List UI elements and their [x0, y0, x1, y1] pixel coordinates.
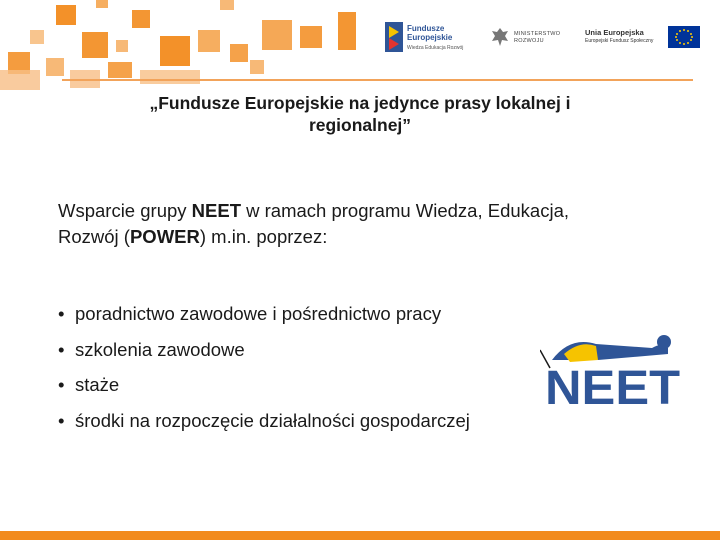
bottom-accent-bar: [0, 531, 720, 540]
fe-line1: Fundusze: [407, 24, 445, 33]
bullet-dot: •: [58, 338, 65, 360]
fe-logo: [385, 18, 475, 60]
logo-bar: [385, 18, 700, 60]
list-item: [58, 367, 558, 403]
list-item: [58, 296, 558, 332]
list-item-text: staże: [75, 374, 120, 395]
title-line-2: regionalnej”: [308, 115, 412, 135]
fe-sub: Wiedza Edukacja Rozwój: [407, 45, 464, 51]
support-list: [58, 296, 558, 438]
eu-line1: Unia Europejska: [585, 28, 644, 37]
intro-part-3: Rozwój (: [58, 226, 130, 247]
bullet-dot: •: [58, 374, 65, 395]
eu-flag-icon: [668, 26, 700, 48]
fe-line2: Europejskie: [407, 33, 453, 42]
page-title: [90, 92, 630, 136]
figure-head-icon: [657, 335, 671, 349]
intro-part-4: ) m.in. poprzez:: [199, 226, 328, 247]
intro-part-1: Wsparcie grupy: [58, 200, 192, 221]
neet-logo-text: NEET: [545, 362, 680, 408]
eagle-icon: [490, 26, 510, 48]
list-item-text: poradnictwo zawodowe i pośrednictwo pracy: [75, 303, 442, 324]
list-item-text: środki na rozpoczęcie działalności gospodarczej: [75, 409, 470, 431]
title-line-1: „Fundusze Europejskie na jedynce prasy lokalnej i: [149, 93, 571, 113]
header-divider: [62, 79, 693, 81]
ministry-line2: ROZWOJU: [514, 38, 544, 44]
neet-logo: [540, 330, 685, 408]
intro-bold-neet: NEET: [191, 200, 241, 221]
fe-flag-icon: [385, 22, 403, 52]
list-item: [58, 403, 558, 439]
list-item-text: szkolenia zawodowe: [75, 338, 245, 360]
ministry-logo: [490, 18, 570, 60]
eu-logo: [585, 18, 700, 60]
eu-line2: Europejski Fundusz Społeczny: [585, 38, 654, 44]
intro-bold-power: POWER: [129, 226, 200, 247]
intro-paragraph: [58, 198, 678, 250]
list-item: [58, 332, 558, 368]
intro-part-2: w ramach programu Wiedza, Edukacja,: [241, 200, 569, 221]
bullet-dot: •: [58, 409, 65, 431]
ministry-line1: MINISTERSTWO: [514, 31, 561, 37]
bullet-dot: •: [58, 303, 65, 324]
